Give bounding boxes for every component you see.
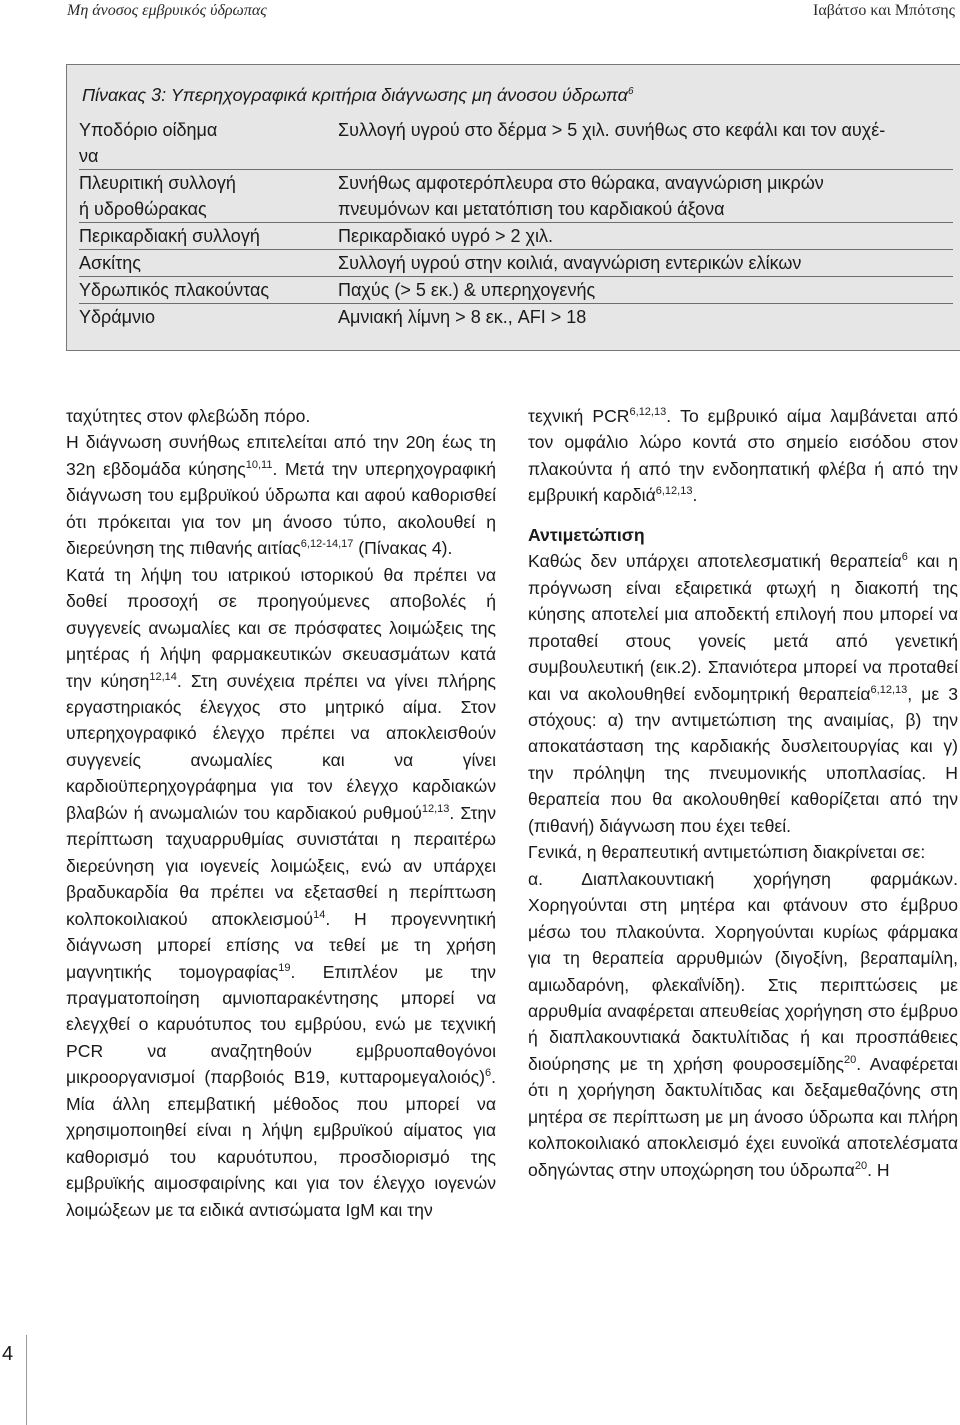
right-text-column	[528, 403, 958, 1183]
cell-line: Υδρωπικός πλακούντας	[79, 280, 270, 300]
text-run: . Μετά την υπερηχογραφική διάγνωση του εμβρυϊκού ύδρωπα και αφού καθορισθεί ότι πρόκειται για τον μη άνοσο τύπο, ακολουθεί η διερεύνηση της πιθανής αιτίας	[66, 458, 496, 559]
text-run: και η πρόγνωση είναι εξαιρετικά φτωχή η διακοπή της κύησης αποτελεί μια αποδεκτή επιλογή που μπορεί να προταθεί στους γονείς μετά από γενετική συμβουλευτική (εικ.2). Σπανιότερα μπορεί να προταθεί και να ακολουθηθεί ενδομητρική θεραπεία	[528, 551, 958, 704]
paragraph	[528, 866, 958, 1183]
table-cell-criterion	[338, 170, 953, 222]
text-run: . Στην περίπτωση ταχυαρρυθμίας συνιστάται η περαιτέρω διερεύνηση για ιογενείς λοιμώξεις, ενώ αν υπάρχει βραδυκαρδία θα πρέπει να εξετασθεί η περίπτωση κολποκοιλιακού αποκλεισμού	[66, 802, 496, 929]
spacer	[528, 509, 958, 522]
table-row	[79, 170, 953, 223]
paragraph	[66, 562, 496, 1223]
paragraph	[528, 403, 958, 509]
criteria-table	[66, 64, 960, 351]
running-header-title: Μη άνοσος εμβρυικός ύδρωπας	[67, 2, 267, 19]
text-run: . Η προγεννητική διάγνωση μπορεί επίσης να τεθεί με τη χρήση μαγνητικής τομογραφίας	[66, 908, 496, 982]
cell-line: Παχύς (> 5 εκ.) & υπερηχογενής	[338, 280, 596, 300]
table-cell-criterion	[338, 117, 953, 169]
cell-line: Πλευριτική συλλογή	[79, 173, 236, 193]
table-cell-finding	[79, 170, 338, 222]
paragraph: Γενικά, η θεραπευτική αντιμετώπιση διακρίνεται σε:	[528, 842, 926, 863]
citation: 19	[278, 961, 291, 974]
table-body	[79, 117, 953, 330]
text-run: Κατά τη λήψη του ιατρικού ιστορικού θα πρέπει να δοθεί προσοχή σε προηγούμενες αποβολές ή συγγενείς ανωμαλίες και σε πρόσφατες λοιμώξεις της μητέρας ή λήψη φαρμακευτικών σκευασμάτων κατά την κύηση	[66, 564, 496, 691]
left-text-column	[66, 403, 496, 1223]
paragraph: ταχύτητες στον φλεβώδη πόρο.	[66, 406, 311, 426]
table-row	[79, 250, 953, 277]
citation: 6	[901, 551, 908, 564]
cell-line: Περικαρδιακή συλλογή	[79, 226, 260, 246]
citation: 12,13	[421, 802, 450, 815]
table-row	[79, 223, 953, 250]
table-row	[79, 277, 953, 304]
text-run: Καθώς δεν υπάρχει αποτελεσματική θεραπεία	[528, 551, 902, 572]
text-run: , με 3 στόχους: α) την αντιμετώπιση της αναιμίας, β) την αποκατάσταση της καρδιακής δυσλειτουργίας και γ) την πρόληψη της πνευμονικής υποπλασίας. Η θεραπεία που θα ακολουθηθεί καθορίζεται από την (πιθανή) διάγνωση που έχει τεθεί.	[528, 683, 959, 836]
cell-line: Συλλογή υγρού στην κοιλιά, αναγνώριση εντερικών ελίκων	[338, 253, 802, 273]
cell-line: Συλλογή υγρού στο δέρμα > 5 χιλ. συνήθως στο κεφάλι και τον αυχέ-	[338, 120, 886, 140]
table-cell-criterion	[338, 304, 953, 330]
citation: 12,14	[149, 670, 177, 683]
text-run: τεχνική PCR	[528, 406, 630, 426]
text-run: . Η	[867, 1159, 890, 1180]
table-title-text: Πίνακας 3: Υπερηχογραφικά κριτήρια διάγνωσης μη άνοσου ύδρωπα	[82, 85, 628, 105]
cell-line: Περικαρδιακό υγρό > 2 χιλ.	[338, 226, 553, 246]
cell-line: Ασκίτης	[79, 253, 141, 273]
citation: 14	[313, 908, 326, 921]
table-cell-criterion	[338, 223, 953, 249]
table-cell-finding	[79, 223, 338, 249]
table-title-reference: 6	[627, 86, 634, 97]
table-title	[82, 85, 634, 106]
table-cell-finding	[79, 277, 338, 303]
text-run: Η διάγνωση συνήθως επιτελείται από την 20η έως τη 32η εβδομάδα κύησης	[66, 432, 496, 479]
margin-rule	[26, 1335, 27, 1425]
citation: 10,11	[245, 459, 273, 472]
running-header-authors: Ιαβάτσο και Μπότσης	[813, 2, 955, 19]
citation: 6,12,13	[870, 683, 908, 696]
text-run: α. Διαπλακουντιακή χορήγηση φαρμάκων. Χορηγούνται στη μητέρα και φτάνουν στο έμβρυο μέσω του πλακούντα. Χορηγούνται κυρίως φάρμακα για τη θεραπεία αρρυθμιών (διγοξίνη, βεραπαμίλη, αμιωδαρόνη, φλεκαΐνίδη). Στις περιπτώσεις με αρρυθμία αναφέρεται απευθείας χορήγηση στο έμβρυο ή διαπλακουντιακά δακτυλίτιδας ή και προσπάθειες διούρησης με τη χρήση φουροσεμίδης	[528, 868, 958, 1074]
text-run: . Μία άλλη επεμβατική μέθοδος που μπορεί να χρησιμοποιηθεί είναι η λήψη εμβρυϊκού αίματος για καθορισμό του καρυότυπου, προσδιορισμό της εμβρυϊκής αιμοσφαιρίνης και για τον έλεγχο ιογενών λοιμώξεων με τα ειδικά αντισώματα IgM και την	[66, 1067, 496, 1220]
table-cell-finding	[79, 117, 338, 169]
table-row	[79, 304, 953, 330]
table-cell-finding	[79, 250, 338, 276]
table-row	[79, 117, 953, 170]
cell-line: Αμνιακή λίμνη > 8 εκ., AFI > 18	[338, 307, 587, 327]
citation: 20	[854, 1159, 868, 1172]
text-run: . Επιπλέον με την πραγματοποίηση αμνιοπαρακέντησης μπορεί να ελεγχθεί ο καρυότυπος του εμβρύου, ενώ με τεχνική PCR να αναζητηθούν εμβρυοπαθογόνοι μικροοργανισμοί (παρβοιός Β19, κυτταρομεγαλοιός)	[66, 961, 496, 1088]
text-run: . Το εμβρυικό αίμα λαμβάνεται από τον ομφάλιο λώρο κοντά στο σημείο εισόδου στον πλακούντα ή από την ενδοηπατική φλέβα ή από την εμβρυική καρδιά	[528, 406, 958, 506]
text-run: . Αναφέρεται ότι η χορήγηση δακτυλίτιδας και δεξαμεθαζόνης στη μητέρα σε περίπτωση με μη άνοσο ύδρωπα και πλήρη κολποκοιλιακό αποκλεισμό έχει ευνοϊκά αποτελέσματα οδηγώντας στην υποχώρηση του ύδρωπα	[528, 1053, 958, 1180]
citation: 6,12,13	[655, 485, 693, 498]
section-heading: Αντιμετώπιση	[528, 524, 645, 545]
paragraph	[528, 548, 958, 839]
text-run: (Πίνακας 4).	[353, 538, 453, 559]
page-number: 4	[2, 1343, 14, 1365]
table-cell-criterion	[338, 277, 953, 303]
text-run: . Στη συνέχεια πρέπει να γίνει πλήρης εργαστηριακός έλεγχος στο μητρικό αίμα. Στον υπερηχογραφικό έλεγχο πρέπει να αποκλεισθούν συγγενείς ανωμαλίες και να γίνει καρδιοϋπερηχογράφημα για τον έλεγχο καρδιακών βλαβών ή ανωμαλιών του καρδιακού ρυθμού	[66, 670, 496, 823]
citation: 6,12,13	[629, 406, 667, 419]
cell-line: ή υδροθώρακας	[79, 199, 207, 219]
citation: 6	[484, 1067, 492, 1080]
table-cell-finding	[79, 304, 338, 330]
paragraph	[66, 429, 496, 561]
text-run: .	[692, 485, 698, 506]
cell-line: να	[79, 146, 99, 166]
citation: 20	[844, 1054, 857, 1067]
cell-line: πνευμόνων και μετατόπιση του καρδιακού άξονα	[338, 199, 725, 219]
cell-line: Υποδόριο οίδημα	[79, 120, 218, 140]
cell-line: Υδράμνιο	[79, 307, 156, 327]
citation: 6,12-14,17	[300, 538, 354, 551]
table-cell-criterion	[338, 250, 953, 276]
cell-line: Συνήθως αμφοτερόπλευρα στο θώρακα, αναγνώριση μικρών	[338, 173, 824, 193]
